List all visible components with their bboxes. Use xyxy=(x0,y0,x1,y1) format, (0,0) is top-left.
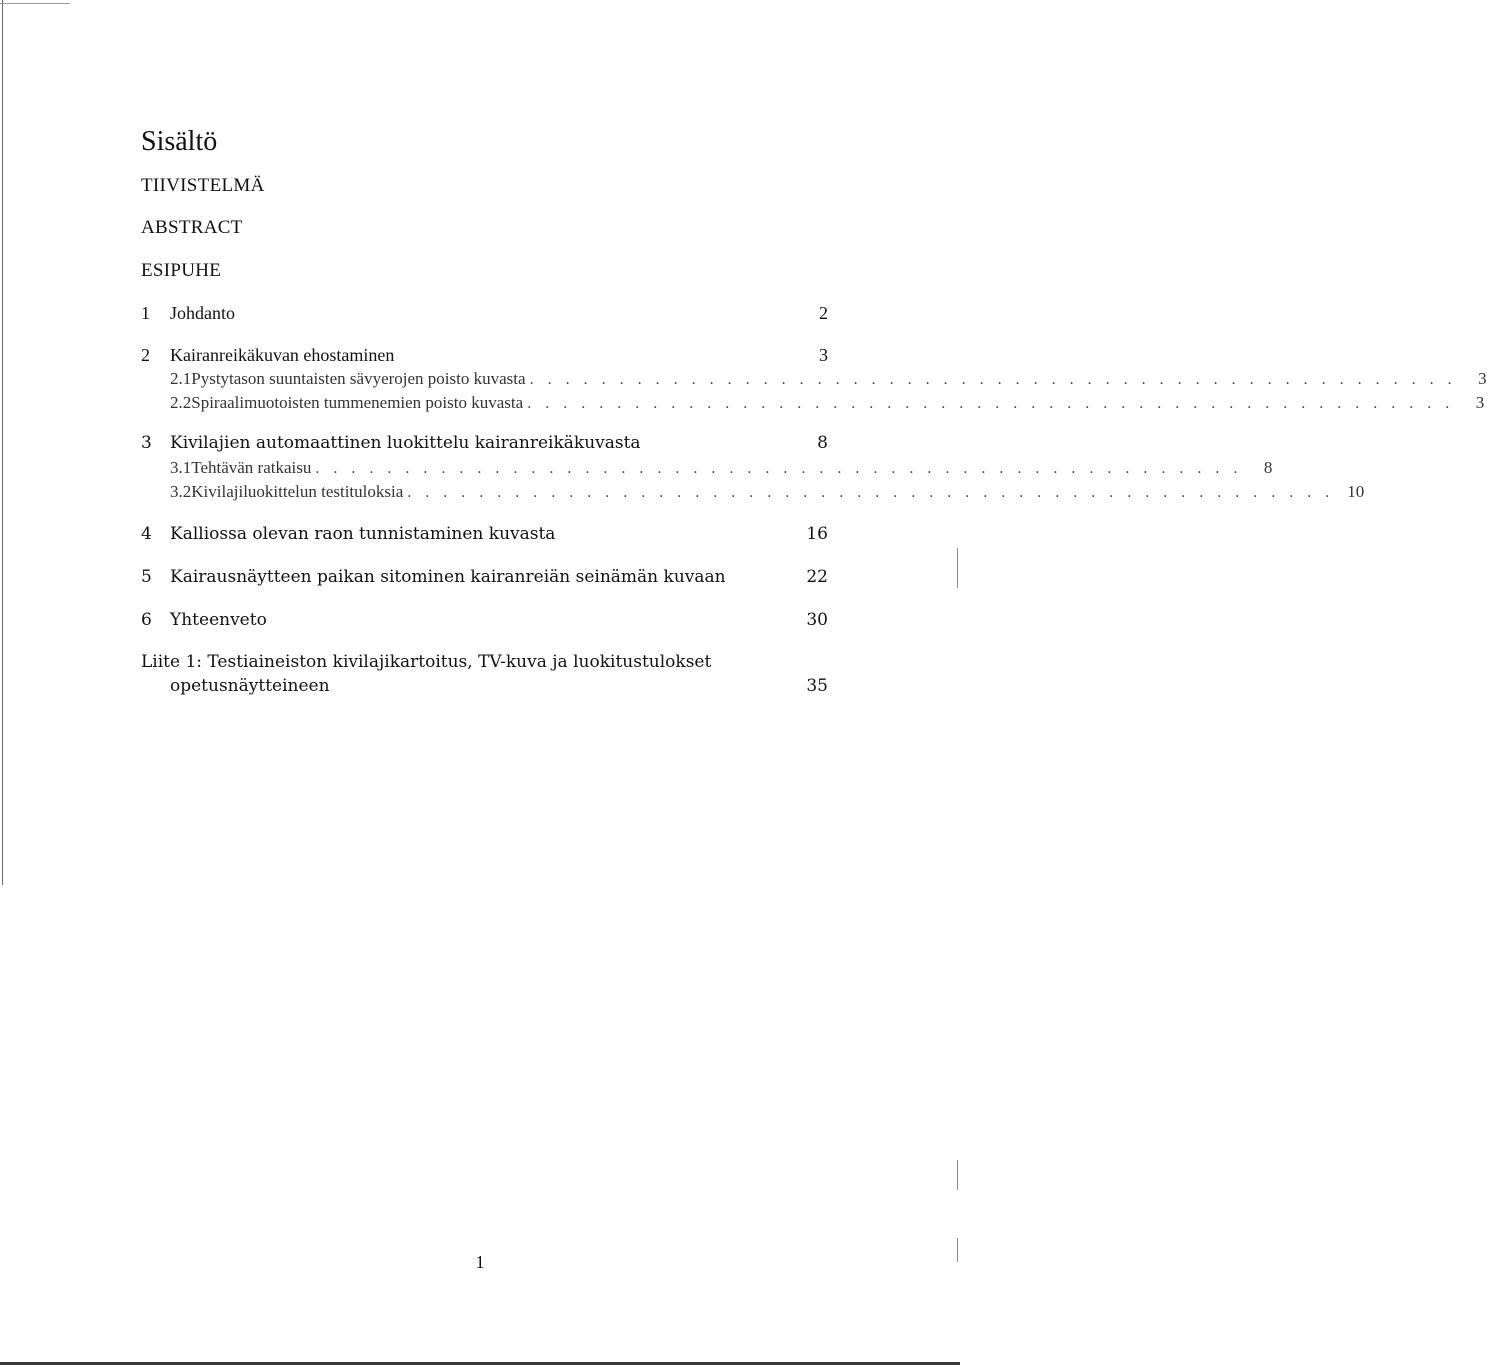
toc-section-title: Kivilajiluokittelun testituloksia xyxy=(191,482,404,501)
toc-page-number: 3 xyxy=(819,345,828,365)
toc-chapter-number: 1 xyxy=(141,303,150,323)
toc-chapter-title: Johdanto xyxy=(170,303,235,323)
toc-front-tiivistelma[interactable] xyxy=(141,175,828,199)
toc-page-number: 16 xyxy=(806,524,828,544)
toc-page-number: 22 xyxy=(806,567,828,587)
toc-appendix-title-continued: opetusnäytteineen xyxy=(170,676,330,696)
scan-edge-bottom xyxy=(0,1362,960,1365)
toc-section-2-2[interactable] xyxy=(141,393,1485,417)
toc-chapter-number: 6 xyxy=(141,610,152,630)
toc-section-number: 2.2 xyxy=(170,393,192,412)
toc-chapter-3[interactable] xyxy=(141,433,828,457)
toc-chapter-5[interactable] xyxy=(141,567,828,591)
toc-page-number: 35 xyxy=(806,676,828,696)
toc-chapter-number: 4 xyxy=(141,524,152,544)
toc-page-number: 2 xyxy=(819,303,828,323)
toc-front-label: TIIVISTELMÄ xyxy=(141,175,265,196)
toc-page-number: 30 xyxy=(806,610,828,630)
toc-chapter-6[interactable] xyxy=(141,610,828,634)
toc-section-number: 3.1 xyxy=(170,458,192,477)
toc-leader-dots: . . . . . . . . . . . . . . . . . . . . . . . . . . . . . . . . . . . . . . . . . . . . . . . . . . . . xyxy=(527,395,1455,412)
toc-chapter-title: Yhteenveto xyxy=(170,610,267,630)
toc-leader-dots: . . . . . . . . . . . . . . . . . . . . . . . . . . . . . . . . . . . . . . . . . . . . . . . . . . . . xyxy=(315,460,1243,477)
toc-chapter-title: Kairanreikäkuvan ehostaminen xyxy=(170,345,395,365)
toc-section-2-1[interactable] xyxy=(141,369,1487,393)
toc-chapter-title: Kalliossa olevan raon tunnistaminen kuvasta xyxy=(170,524,556,544)
page-title: Sisältö xyxy=(141,126,218,157)
toc-chapter-title: Kivilajien automaattinen luokittelu kairanreikäkuvasta xyxy=(170,433,641,453)
toc-chapter-4[interactable] xyxy=(141,524,828,548)
toc-chapter-number: 3 xyxy=(141,433,152,453)
scan-edge-left xyxy=(2,0,3,885)
toc-chapter-title: Kairausnäytteen paikan sitominen kairanreiän seinämän kuvaan xyxy=(170,567,726,587)
toc-front-abstract[interactable] xyxy=(141,217,828,241)
toc-page-number: 8 xyxy=(817,433,828,453)
toc-front-label: ABSTRACT xyxy=(141,217,243,238)
toc-leader-dots: . . . . . . . . . . . . . . . . . . . . . . . . . . . . . . . . . . . . . . . . . . . . . . . . . . . . xyxy=(529,371,1457,388)
toc-chapter-number: 5 xyxy=(141,567,152,587)
scan-edge-right xyxy=(957,548,958,588)
toc-page-number: 8 xyxy=(1263,458,1273,477)
toc-section-title: Spiraalimuotoisten tummenemien poisto kuvasta xyxy=(191,393,524,412)
toc-front-label: ESIPUHE xyxy=(141,260,222,281)
toc-appendix-1[interactable] xyxy=(141,652,828,676)
page-number: 1 xyxy=(475,1252,485,1272)
toc-leader-dots: . . . . . . . . . . . . . . . . . . . . . . . . . . . . . . . . . . . . . . . . . . . . . . . . . . . . xyxy=(407,484,1335,501)
toc-page-number: 3 xyxy=(1478,369,1487,388)
toc-appendix-1-continued[interactable] xyxy=(141,676,828,700)
toc-chapter-2[interactable] xyxy=(141,345,828,369)
toc-front-esipuhe[interactable] xyxy=(141,260,828,284)
toc-section-number: 2.1 xyxy=(170,369,192,388)
toc-section-3-2[interactable] xyxy=(141,482,1365,506)
toc-chapter-1[interactable] xyxy=(141,303,828,327)
toc-section-3-1[interactable] xyxy=(141,458,1273,482)
scan-edge-top xyxy=(0,3,70,4)
toc-chapter-number: 2 xyxy=(141,345,150,365)
toc-page-number: 3 xyxy=(1475,393,1485,412)
toc-section-title: Tehtävän ratkaisu xyxy=(191,458,312,477)
toc-section-number: 3.2 xyxy=(170,482,192,501)
toc-appendix-title: Liite 1: Testiaineiston kivilajikartoitus, TV-kuva ja luokitustulokset xyxy=(141,652,712,672)
scan-edge-right xyxy=(957,1160,958,1190)
toc-page-number: 10 xyxy=(1347,482,1365,501)
toc-section-title: Pystytason suuntaisten sävyerojen poisto kuvasta xyxy=(191,369,526,388)
